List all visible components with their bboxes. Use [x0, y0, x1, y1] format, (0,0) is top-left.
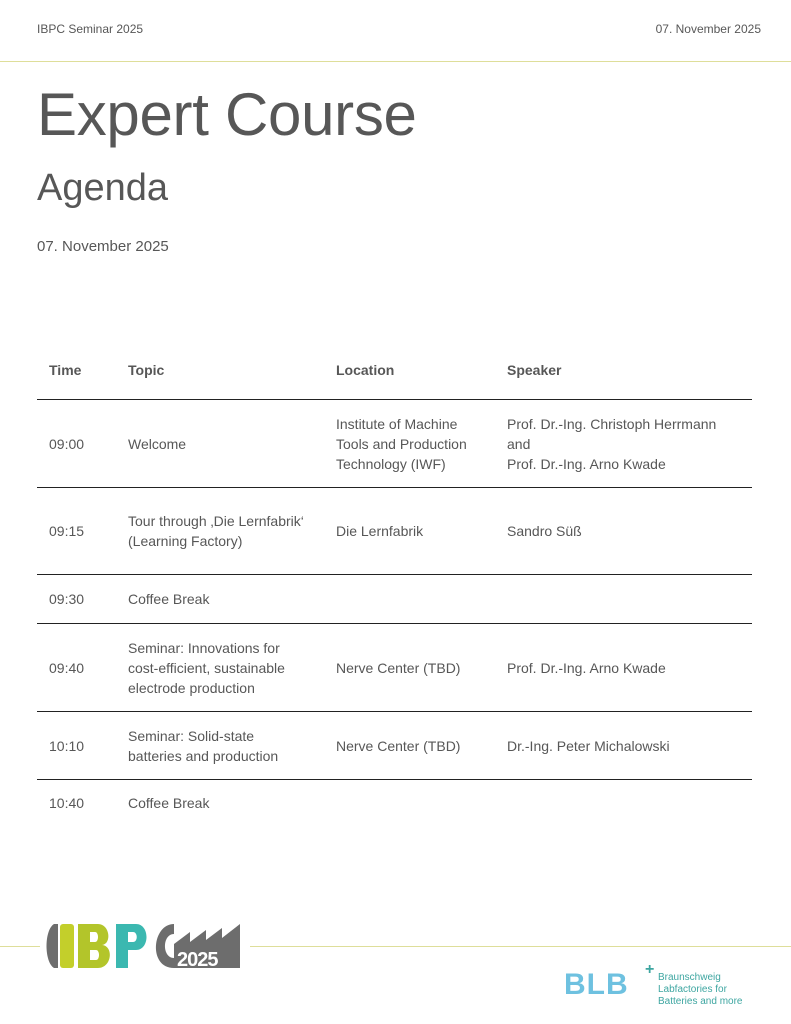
row-speaker [495, 624, 752, 712]
row-time: 10:40 [49, 795, 85, 812]
speaker-line: Prof. Dr.-Ing. Christoph Herrmann [507, 415, 717, 432]
row-location [324, 400, 495, 488]
topic-line: Seminar: Innovations for [128, 639, 280, 656]
row-speaker [495, 575, 752, 624]
location-line: Nerve Center (TBD) [336, 737, 461, 754]
topic-line: Tour through ‚Die Lernfabrik‘ [128, 513, 304, 529]
ibpc-2025-logo [40, 918, 250, 974]
event-date: 07. November 2025 [37, 238, 169, 255]
header-right-text: 07. November 2025 [655, 22, 761, 36]
header-divider [0, 61, 791, 62]
topic-line: Coffee Break [128, 795, 210, 812]
row-location [324, 712, 495, 780]
topic-line: electrode production [128, 679, 255, 696]
header-time: Time [37, 340, 116, 400]
page-subtitle: Agenda [37, 167, 169, 209]
header-speaker: Speaker [495, 340, 752, 400]
location-line: Tools and Production [336, 435, 467, 452]
row-topic [116, 624, 324, 712]
row-speaker [495, 712, 752, 780]
logo-letter-i [60, 924, 74, 968]
blb-plus: + [645, 961, 655, 978]
row-location [324, 624, 495, 712]
blb-line-1: Braunschweig [658, 972, 721, 983]
logo-year: 2025 [177, 949, 218, 971]
page-title: Expert Course [37, 81, 417, 148]
topic-line: Seminar: Solid-state [128, 727, 255, 744]
agenda-row [37, 624, 752, 712]
row-time: 10:10 [37, 712, 116, 780]
agenda-row [37, 780, 752, 827]
location-line: Technology (IWF) [336, 455, 446, 472]
row-topic [116, 575, 324, 624]
agenda-row [37, 712, 752, 780]
header-location: Location [324, 340, 495, 400]
logo-letter-b [78, 924, 110, 968]
topic-line: batteries and production [128, 747, 279, 764]
topic-line: cost-efficient, sustainable [128, 659, 285, 676]
agenda-table [37, 340, 752, 827]
row-location [324, 780, 495, 827]
blb-logo [562, 958, 762, 1010]
speaker-line: Prof. Dr.-Ing. Arno Kwade [507, 659, 666, 676]
speaker-line: Sandro Süß [507, 523, 582, 539]
row-speaker [495, 400, 752, 488]
speaker-line: and [507, 435, 531, 452]
blb-line-3: Batteries and more [658, 996, 743, 1007]
row-time: 09:00 [37, 400, 116, 488]
location-line: Institute of Machine [336, 415, 458, 432]
row-topic [116, 488, 324, 575]
topic-line: Welcome [128, 435, 187, 452]
row-location [324, 575, 495, 624]
topic-line: Coffee Break [128, 591, 210, 607]
row-speaker [495, 780, 752, 827]
agenda-header-row [37, 340, 752, 400]
topic-line: (Learning Factory) [128, 533, 243, 549]
speaker-line: Prof. Dr.-Ing. Arno Kwade [507, 455, 666, 472]
header-topic: Topic [116, 340, 324, 400]
row-location [324, 488, 495, 575]
blb-mark: BLB [564, 968, 629, 1001]
speaker-line: Dr.-Ing. Peter Michalowski [507, 737, 670, 754]
row-speaker [495, 488, 752, 575]
blb-line-2: Labfactories for [658, 984, 727, 995]
location-line: Nerve Center (TBD) [336, 659, 461, 676]
agenda-row [37, 575, 752, 624]
header-left-text: IBPC Seminar 2025 [37, 22, 144, 36]
row-topic [116, 400, 324, 488]
agenda-row [37, 400, 752, 488]
agenda-row [37, 488, 752, 575]
row-time: 09:40 [37, 624, 116, 712]
row-time: 09:15 [37, 488, 116, 575]
location-line: Die Lernfabrik [336, 523, 424, 539]
row-time: 09:30 [37, 575, 116, 624]
row-topic [116, 780, 324, 827]
row-topic [116, 712, 324, 780]
